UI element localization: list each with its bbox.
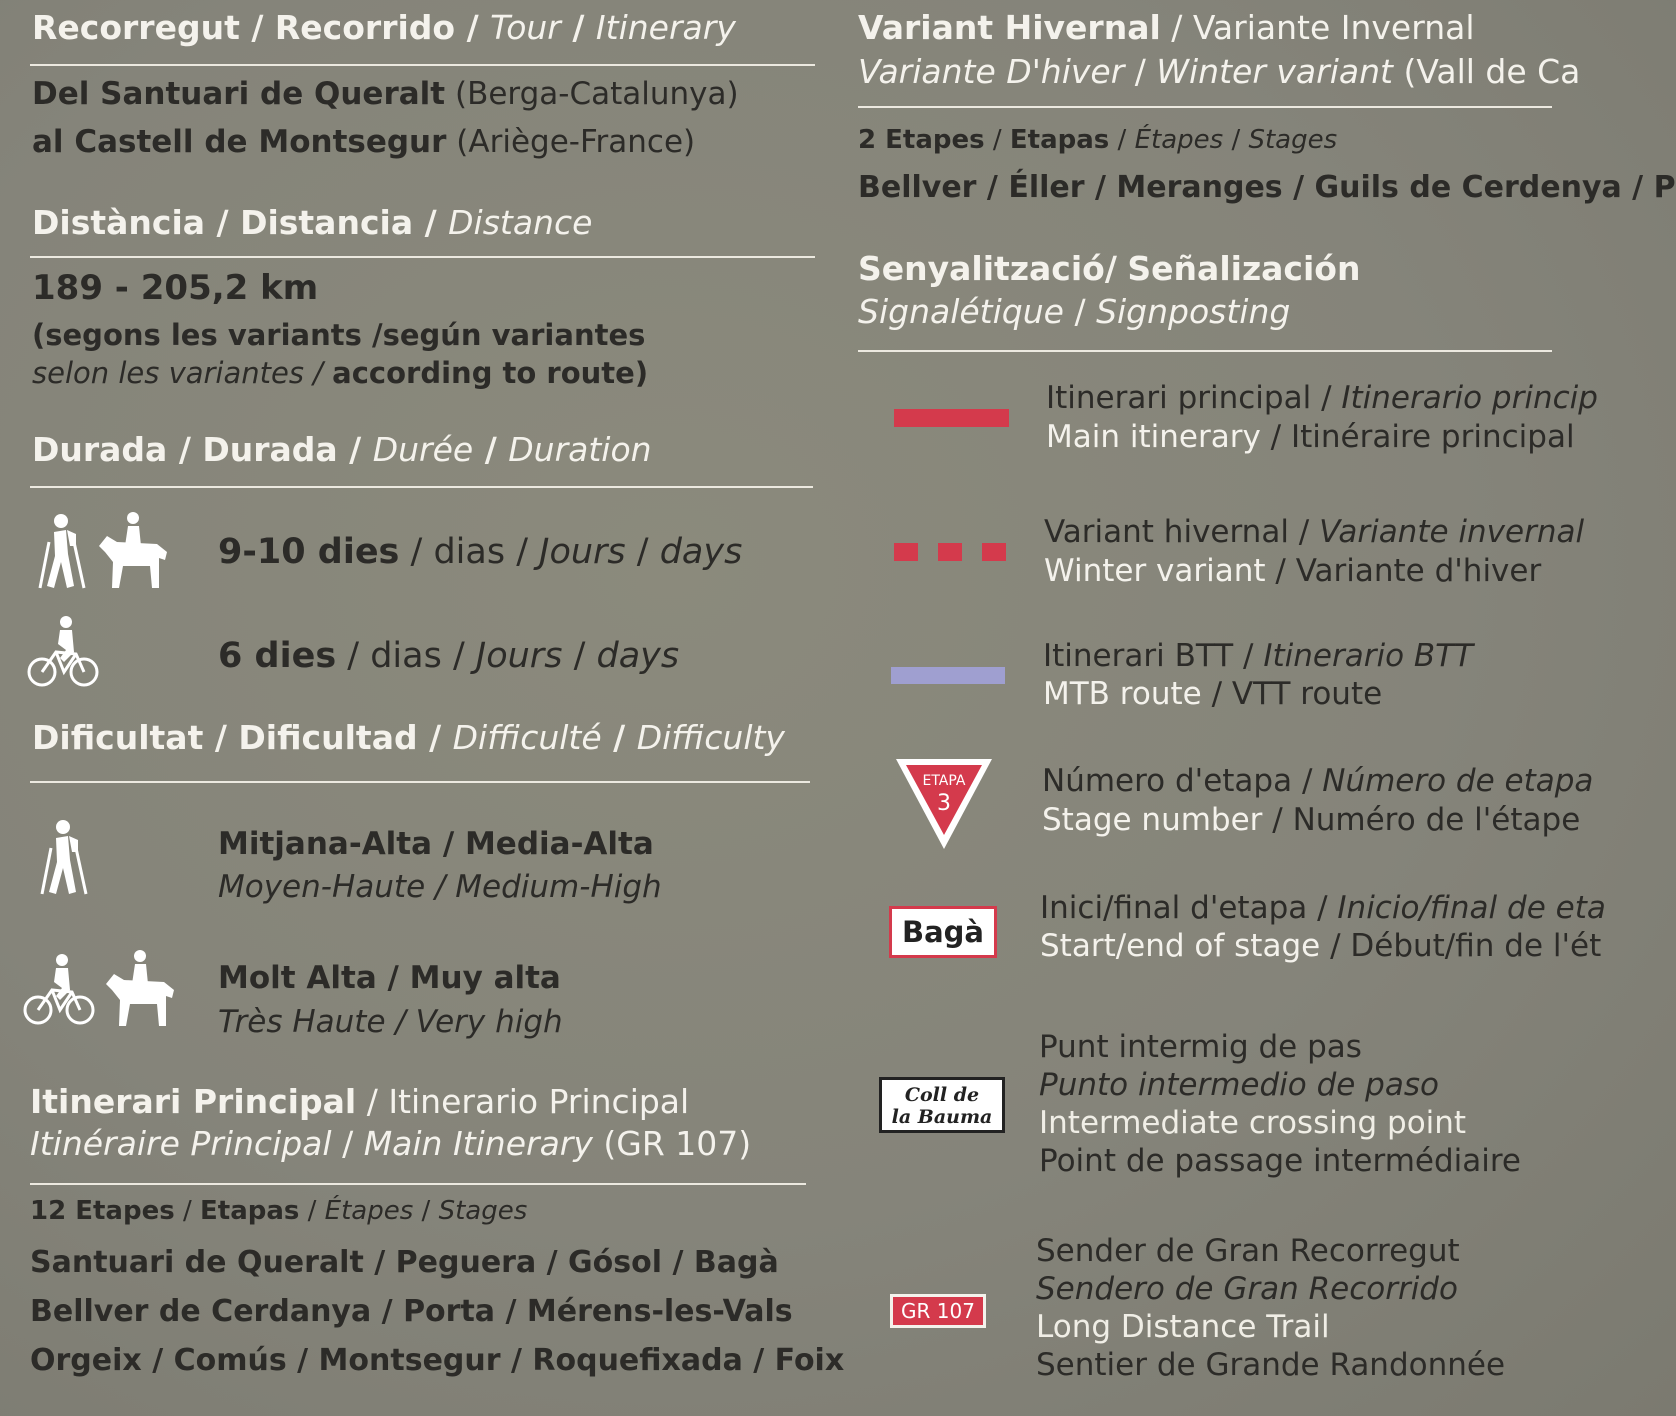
duration-heading-en: Duration [508,430,652,469]
legend-winter-line-2 [1044,553,1541,589]
tour-destination: al Castell de Montsegur [32,124,447,160]
difficulty-bike-line-2: Très Haute / Very high [218,1004,563,1040]
main-stages-es: Etapas [200,1196,300,1226]
legend-start-es: Inicio/final de eta [1337,890,1606,926]
winter-heading-ca: Variant Hivernal [858,8,1161,47]
signposting-heading-2: Signalétique / Signposting [858,292,1291,331]
legend-winter-fr: / Variante d'hiver [1275,553,1542,589]
legend-main-line-2 [1046,419,1575,455]
legend-stage-line-2 [1042,802,1580,838]
divider [30,781,810,783]
crossing-sign-line-1: Coll de [904,1084,980,1106]
horse-rider-icon [102,950,182,1030]
duration-walk: 9-10 dies / dias / Jours / days [218,532,743,572]
divider [858,350,1552,352]
winter-variant-dash-symbol [894,543,918,561]
tour-heading-fr: Tour [490,8,561,47]
winter-heading-1: Variant Hivernal / Variante Invernal [858,8,1475,47]
tour-heading-es: Recorrido [274,8,456,47]
legend-stage-ca: Número d'etapa / [1042,763,1313,799]
legend-mtb-en: MTB route [1043,676,1202,712]
tour-heading-en: Itinerary [595,8,736,47]
legend-mtb-line-2 [1043,676,1382,712]
tour-heading: Recorregut / Recorrido / Tour / Itinerary [32,8,736,47]
legend-start-line-1 [1040,890,1606,926]
main-itinerary-line-symbol [894,409,1009,427]
main-heading-gr: (GR 107) [603,1124,752,1163]
stage-start-sign: Bagà [889,906,997,958]
duration-walk-es: dias [433,532,506,572]
main-stages: 12 Etapes / Etapas / Étapes / Stages [30,1196,528,1226]
legend-main-ca: Itinerari principal / [1046,380,1332,416]
main-route-2: Bellver de Cerdanya / Porta / Mérens-les-Vals [30,1294,793,1329]
duration-bike-en: days [596,636,680,676]
main-heading-ca: Itinerari Principal [30,1082,357,1121]
winter-heading-en: Winter variant [1156,52,1393,91]
main-heading-es: Itinerario Principal [388,1082,690,1121]
mtb-route-line-symbol [891,667,1005,684]
tour-heading-ca: Recorregut [32,8,240,47]
tour-origin-region: (Berga-Catalunya) [454,76,739,112]
winter-heading-2: Variante D'hiver / Winter variant (Vall de Ca [858,52,1581,91]
distance-note-2 [32,356,648,390]
difficulty-walk-line-1: Mitjana-Alta / Media-Alta [218,826,654,862]
winter-stages-fr: Étapes [1134,125,1224,155]
crossing-point-sign [879,1077,1005,1133]
duration-bike-fr: Jours [475,636,563,676]
legend-mtb-line-1 [1043,638,1473,674]
legend-stage-en: Stage number [1042,802,1263,838]
signs-heading-en: Signposting [1096,292,1291,331]
difficulty-heading-fr: Difficulté [452,718,602,757]
legend-winter-line-1 [1044,514,1584,550]
distance-heading: Distància / Distancia / Distance [32,203,593,242]
stage-number-value: 3 [937,791,951,816]
distance-note-fr: selon les variantes / [32,356,323,390]
legend-stage-fr: / Numéro de l'étape [1272,802,1581,838]
winter-stages-ca: 2 Etapes [858,125,985,155]
crossing-sign-line-2: la Bauma [891,1106,993,1128]
main-heading-en: Main Itinerary [363,1124,593,1163]
winter-stages-en: Stages [1248,125,1338,155]
duration-heading-es: Durada [202,430,338,469]
horse-rider-icon [95,512,175,592]
distance-note-1 [32,318,645,352]
legend-mtb-es: Itinerario BTT [1263,638,1474,674]
winter-route: Bellver / Éller / Meranges / Guils de Cerdenya / P [858,170,1676,205]
winter-stages: 2 Etapes / Etapas / Étapes / Stages [858,125,1338,155]
stage-number-label: ETAPA [922,773,966,789]
main-heading-fr: Itinéraire Principal [30,1124,332,1163]
divider [30,1183,806,1185]
legend-winter-es: Variante invernal [1319,514,1585,550]
legend-winter-en: Winter variant [1044,553,1266,589]
hiker-icon [34,512,94,592]
winter-variant-dash-symbol [938,543,962,561]
signs-heading-es: Señalización [1127,249,1361,288]
legend-gr-es: Sendero de Gran Recorrido [1036,1271,1458,1307]
duration-bike-es: dias [370,636,442,676]
winter-heading-fr: Variante D'hiver [858,52,1125,91]
signposting-heading-1 [858,249,1360,288]
duration-heading-fr: Durée [372,430,474,469]
tour-origin: Del Santuari de Queralt [32,76,446,112]
legend-main-fr: / Itinéraire principal [1270,419,1575,455]
legend-crossing-es: Punto intermedio de paso [1039,1067,1439,1103]
hiker-icon [36,818,96,898]
legend-start-fr: / Début/fin de l'ét [1330,928,1602,964]
tour-line-2 [32,124,695,160]
tour-destination-region: (Ariège-France) [456,124,696,160]
legend-crossing-ca: Punt intermig de pas [1039,1029,1362,1065]
legend-start-en: Start/end of stage [1040,928,1321,964]
distance-note-en: according to route) [332,356,649,390]
legend-main-line-1 [1046,380,1598,416]
legend-gr-en: Long Distance Trail [1036,1309,1330,1345]
cyclist-icon [26,614,100,690]
cyclist-icon [22,952,96,1028]
main-stages-ca: 12 Etapes [30,1196,175,1226]
tour-line-1 [32,76,739,112]
main-itinerary-heading-1: Itinerari Principal / Itinerario Principal [30,1082,690,1121]
legend-start-line-2 [1040,928,1601,964]
winter-heading-place: (Vall de Ca [1403,52,1581,91]
distance-heading-ca: Distància [32,203,206,242]
divider [30,256,815,258]
signs-heading-ca: Senyalització/ [858,249,1117,288]
legend-crossing-fr: Point de passage intermédiaire [1039,1143,1521,1179]
signs-heading-fr: Signalétique [858,292,1064,331]
difficulty-heading: Dificultat / Dificultad / Difficulté / Difficulty [32,718,785,757]
duration-walk-en: days [659,532,743,572]
distance-value: 189 - 205,2 km [32,268,319,308]
main-route-1: Santuari de Queralt / Peguera / Gósol / Bagà [30,1245,779,1280]
distance-heading-es: Distancia [240,203,414,242]
duration-heading-ca: Durada [32,430,168,469]
duration-heading: Durada / Durada / Durée / Duration [32,430,652,469]
winter-heading-es: Variante Invernal [1192,8,1475,47]
divider [30,64,815,66]
difficulty-heading-en: Difficulty [636,718,785,757]
legend-mtb-ca: Itinerari BTT / [1043,638,1254,674]
legend-stage-es: Número de etapa [1322,763,1594,799]
gr-trail-sign: GR 107 [890,1294,986,1328]
legend-start-ca: Inici/final d'etapa / [1040,890,1328,926]
legend-crossing-en: Intermediate crossing point [1039,1105,1467,1141]
duration-walk-fr: Jours [539,532,626,572]
legend-stage-line-1 [1042,763,1593,799]
legend-main-en: Main itinerary [1046,419,1261,455]
difficulty-heading-es: Dificultad [238,718,418,757]
difficulty-bike-line-1: Molt Alta / Muy alta [218,960,561,996]
legend-main-es: Itinerario princip [1341,380,1598,416]
main-itinerary-heading-2: Itinéraire Principal / Main Itinerary (GR 107) [30,1124,752,1163]
difficulty-heading-ca: Dificultat [32,718,204,757]
main-stages-en: Stages [438,1196,528,1226]
winter-stages-es: Etapas [1009,125,1110,155]
stage-number-triangle-icon [894,757,994,851]
divider [858,106,1552,108]
duration-bike-value: 6 dies [218,636,337,676]
duration-walk-value: 9-10 dies [218,532,400,572]
main-stages-fr: Étapes [324,1196,414,1226]
winter-variant-dash-symbol [982,543,1006,561]
legend-winter-ca: Variant hivernal / [1044,514,1310,550]
divider [30,486,813,488]
legend-gr-ca: Sender de Gran Recorregut [1036,1233,1460,1269]
difficulty-walk-line-2: Moyen-Haute / Medium-High [218,869,662,905]
distance-note-ca: (segons les variants / [32,318,383,352]
legend-gr-fr: Sentier de Grande Randonnée [1036,1347,1506,1383]
distance-heading-fr: Distance [448,203,593,242]
distance-note-es: según variantes [382,318,646,352]
legend-mtb-fr: / VTT route [1211,676,1383,712]
duration-bike: 6 dies / dias / Jours / days [218,636,680,676]
main-route-3: Orgeix / Comús / Montsegur / Roquefixada / Foix [30,1343,845,1378]
